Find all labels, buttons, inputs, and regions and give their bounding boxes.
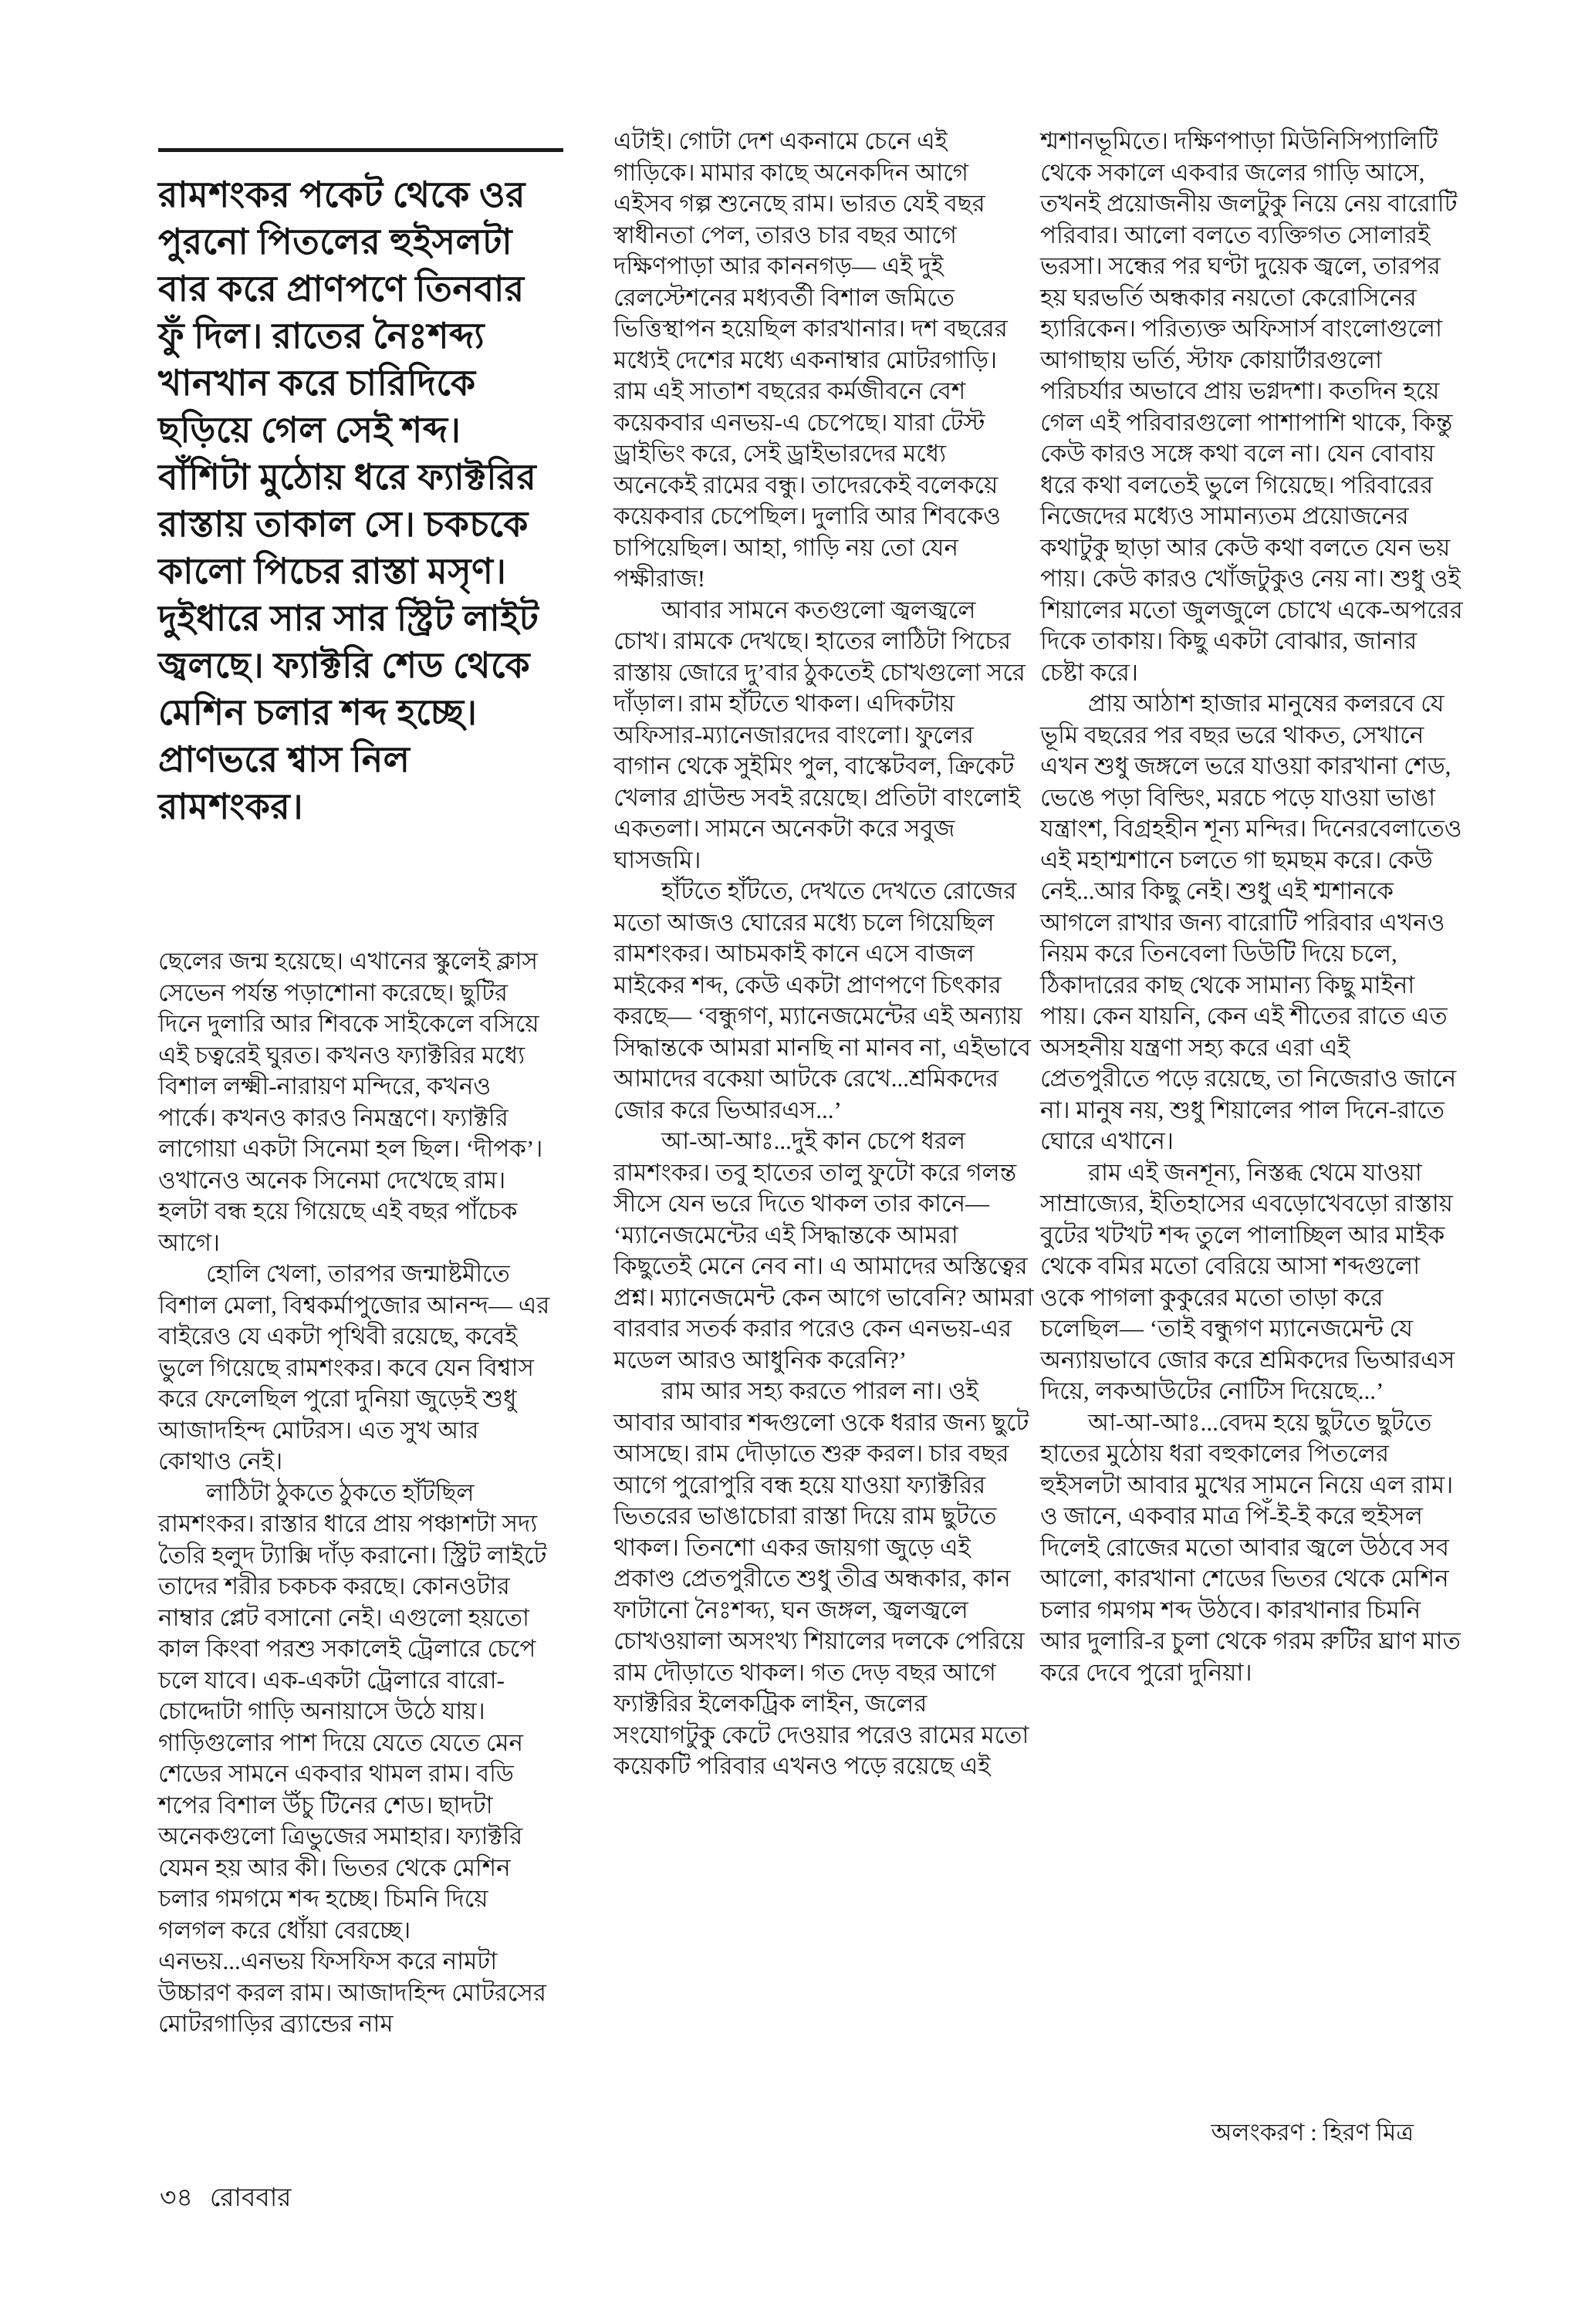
story-paragraph: আ-আ-আঃ...বেদম হয়ে ছুটতে ছুটতে হাতের মুঠোয় ধরা বহুকালের পিতলের হুইসলটা আবার মুখের সামনে নিয়ে এল রাম। ও জানে, একবার মাত্র পিঁ-ই-ই করে হুইসল দিলেই রোজের মতো আবার জ্বলে উঠবে সব আলো, কারখানা শেডের ভিতর থেকে মেশিন চলার গমগম শব্দ উঠবে। কারখানার চিমনি আর দুলারি-র চুলা থেকে গরম রুটির ঘ্রাণ মাত করে দেবে পুরো দুনিয়া। [1040, 1408, 1461, 1686]
story-paragraph: শ্মশানভূমিতে। দক্ষিণপাড়া মিউনিসিপ্যালিটি থেকে সকালে একবার জলের গাড়ি আসে, তখনই প্রয়োজনীয় জলটুকু নিয়ে নেয় বারোটি পরিবার। আলো বলতে ব্যক্তিগত সোলারই ভরসা। সন্ধের পর ঘণ্টা দুয়েক জ্বলে, তারপর হয় ঘরভর্তি অন্ধকার নয়তো কেরোসিনের হ্যারিকেন। পরিত্যক্ত অফিসার্স বাংলোগুলো আগাছায় ভর্তি, স্টাফ কোয়ার্টারগুলো পরিচর্যার অভাবে প্রায় ভগ্নদশা। কতদিন হয়ে গেল এই পরিবারগুলো পাশাপাশি থাকে, কিন্তু কেউ কারও সঙ্গে কথা বলে না। যেন বোবায় ধরে কথা বলতেই ভুলে গিয়েছে। পরিবারের নিজেদের মধ্যেও সামান্যতম প্রয়োজনের কথাটুকু ছাড়া আর কেউ কথা বলতে যেন ভয় পায়। কেউ কারও খোঁজটুকুও নেয় না। শুধু ওই শিয়ালের মতো জুলজুলে চোখে একে-অপরের দিকে তাকায়। কিছু একটা বোঝার, জানার চেষ্টা করে। [1040, 127, 1463, 686]
story-paragraph: রাম আর সহ্য করতে পারল না। ওই আবার আবার শব্দগুলো ওকে ধরার জন্য ছুটে আসছে। রাম দৌড়াতে শুরু করল। চার বছর আগে পুরোপুরি বন্ধ হয়ে যাওয়া ফ্যাক্টরির ভিতরের ভাঙাচোরা রাস্তা দিয়ে রাম ছুটতে থাকল। তিনশো একর জায়গা জুড়ে এই প্রকাণ্ড প্রেতপুরীতে শুধু তীব্র অন্ধকার, কান ফাটানো নৈঃশব্দ্য, ঘন জঙ্গল, জ্বলজ্বলে চোখওয়ালা অসংখ্য শিয়ালের দলকে পেরিয়ে রাম দৌড়াতে থাকল। গত দেড় বছর আগে ফ্যাক্টরির ইলেকট্রিক লাইন, জলের সংযোগটুকু কেটে দেওয়ার পরেও রামের মতো কয়েকটি পরিবার এখনও পড়ে রয়েছে এই [613, 1377, 1029, 1779]
text-column-3 [1040, 126, 1463, 1688]
story-paragraph: প্রায় আঠাশ হাজার মানুষের কলরবে যে ভূমি বছরের পর বছর ভরে থাকত, সেখানে এখন শুধু জঙ্গলে ভরে যাওয়া কারখানা শেড, ভেঙে পড়া বিল্ডিং, মরচে পড়ে যাওয়া ভাঙা যন্ত্রাংশ, বিগ্রহহীন শূন্য মন্দির। দিনেরবেলাতেও এই মহাশ্মশানে চলতে গা ছমছম করে। কেউ নেই...আর কিছু নেই। শুধু এই শ্মশানকে আগলে রাখার জন্য বারোটি পরিবার এখনও নিয়ম করে তিনবেলা ডিউটি দিয়ে চলে, ঠিকাদারের কাছ থেকে সামান্য কিছু মাইনা পায়। কেন যায়নি, কেন এই শীতের রাতে এত অসহনীয় যন্ত্রণা সহ্য করে এরা এই প্রেতপুরীতে পড়ে রয়েছে, তা নিজেরাও জানে না। মানুষ নয়, শুধু শিয়ালের পাল দিনে-রাতে ঘোরে এখানে। [1040, 690, 1462, 1154]
story-paragraph: ছেলের জন্ম হয়েছে। এখানের স্কুলেই ক্লাস সেভেন পর্যন্ত পড়াশোনা করেছে। ছুটির দিনে দুলারি আর শিবকে সাইকেলে বসিয়ে এই চত্বরেই ঘুরত। কখনও ফ্যাক্টরির মধ্যে বিশাল লক্ষ্মী-নারায়ণ মন্দিরে, কখনও পার্কে। কখনও কারও নিমন্ত্রণে। ফ্যাক্টরি লাগোয়া একটা সিনেমা হল ছিল। ‘দীপক’। ওখানেও অনেক সিনেমা দেখেছে রাম। হলটা বন্ধ হয়ে গিয়েছে এই বছর পাঁচেক আগে। [158, 948, 543, 1256]
story-paragraph: হোলি খেলা, তারপর জন্মাষ্টমীতে বিশাল মেলা, বিশ্বকর্মাপুজোর আনন্দ— এর বাইরেও যে একটা পৃথিবী রয়েছে, কবেই ভুলে গিয়েছে রামশংকর। কবে যেন বিশ্বাস করে ফেলেছিল পুরো দুনিয়া জুড়েই শুধু আজাদহিন্দ মোটরস। এত সুখ আর কোথাও নেই। [158, 1260, 550, 1474]
magazine-title: রোববার [209, 2184, 292, 2212]
page-number: ৩৪ [160, 2184, 193, 2212]
illustration-credit: অলংকরণ : হিরণ মিত্র [1211, 2119, 1414, 2146]
text-column-2 [613, 126, 1034, 1782]
page-footer [160, 2177, 291, 2221]
section-rule-divider [158, 148, 563, 152]
story-paragraph: আবার সামনে কতগুলো জ্বলজ্বলে চোখ। রামকে দেখছে। হাতের লাঠিটা পিচের রাস্তায় জোরে দু’বার ঠুকতেই চোখগুলো সরে দাঁড়াল। রাম হাঁটতে থাকল। এদিকটায় অফিসার-ম্যানেজারদের বাংলো। ফুলের বাগান থেকে সুইমিং পুল, বাস্কেটবল, ক্রিকেট খেলার গ্রাউন্ড সবই রয়েছে। প্রতিটা বাংলোই একতলা। সামনে অনেকটা করে সবুজ ঘাসজমি। [613, 596, 1026, 873]
story-paragraph: এটাই। গোটা দেশ একনামে চেনে এই গাড়িকে। মামার কাছে অনেকদিন আগে এইসব গল্প শুনেছে রাম। ভারত যেই বছর স্বাধীনতা পেল, তারও চার বছর আগে দক্ষিণপাড়া আর কাননগড়— এই দুই রেলস্টেশনের মধ্যবর্তী বিশাল জমিতে ভিত্তিস্থাপন হয়েছিল কারখানার। দশ বছরের মধ্যেই দেশের মধ্যে একনাম্বার মোটরগাড়ি। রাম এই সাতাশ বছরের কর্মজীবনে বেশ কয়েকবার এনভয়-এ চেপেছে। যারা টেস্ট ড্রাইভিং করে, সেই ড্রাইভারদের মধ্যে অনেকেই রামের বন্ধু। তাদেরকেই বলেকয়ে কয়েকবার চেপেছিল। দুলারি আর শিবকেও চাপিয়েছিল। আহা, গাড়ি নয় তো যেন পক্ষীরাজ! [613, 127, 1008, 592]
text-column-1 [158, 946, 553, 2040]
story-paragraph: হাঁটতে হাঁটতে, দেখতে দেখতে রোজের মতো আজও ঘোরের মধ্যে চলে গিয়েছিল রামশংকর। আচমকাই কানে এসে বাজল মাইকের শব্দ, কেউ একটা প্রাণপণে চিৎকার করছে— ‘বন্ধুগণ, ম্যানেজমেন্টের এই অন্যায় সিদ্ধান্তকে আমরা মানছি না মানব না, এইভাবে আমাদের বকেয়া আটকে রেখে...শ্রমিকদের জোর করে ভিআরএস...’ [613, 877, 1032, 1123]
story-paragraph: আ-আ-আঃ...দুই কান চেপে ধরল রামশংকর। তবু হাতের তালু ফুটো করে গলন্ত সীসে যেন ভরে দিতে থাকল তার কানে— ‘ম্যানেজমেন্টের এই সিদ্ধান্তকে আমরা কিছুতেই মেনে নেব না। এ আমাদের অস্তিত্বের প্রশ্ন। ম্যানেজমেন্ট কেন আগে ভাবেনি? আমরা বারবার সতর্ক করার পরেও কেন এনভয়-এর মডেল আরও আধুনিক করেনি?’ [613, 1127, 1034, 1373]
story-paragraph: লাঠিটা ঠুকতে ঠুকতে হাঁটছিল রামশংকর। রাস্তার ধারে প্রায় পঞ্চাশটা সদ্য তৈরি হলুদ ট্যাক্সি দাঁড় করানো। স্ট্রিট লাইটে তাদের শরীর চকচক করছে। কোনওটার নাম্বার প্লেট বসানো নেই। এগুলো হয়তো কাল কিংবা পরশু সকালেই ট্রেলারে চেপে চলে যাবে। এক-একটা ট্রেলারে বারো-চোদ্দোটা গাড়ি অনায়াসে উঠে যায়। গাড়িগুলোর পাশ দিয়ে যেতে যেতে মেন শেডের সামনে একবার থামল রাম। বডি শপের বিশাল উঁচু টিনের শেড। ছাদটা অনেকগুলো ত্রিভুজের সমাহার। ফ্যাক্টরি যেমন হয় আর কী। ভিতর থেকে মেশিন চলার গমগমে শব্দ হচ্ছে। চিমনি দিয়ে গলগল করে ধোঁয়া বেরচ্ছে। এনভয়...এনভয় ফিসফিস করে নামটা উচ্চারণ করল রাম। আজাদহিন্দ মোটরসের মোটরগাড়ির ব্র্যান্ডের নাম [158, 1478, 547, 2037]
story-lede: রামশংকর পকেট থেকে ওর পুরনো পিতলের হুইসলটা বার করে প্রাণপণে তিনবার ফুঁ দিল। রাতের নৈঃশব্দ্য খানখান করে চারিদিকে ছড়িয়ে গেল সেই শব্দ। বাঁশিটা মুঠোয় ধরে ফ্যাক্টরির রাস্তায় তাকাল সে। চকচকে কালো পিচের রাস্তা মসৃণ। দুইধারে সার সার স্ট্রিট লাইট জ্বলছে। ফ্যাক্টরি শেড থেকে মেশিন চলার শব্দ হচ্ছে। প্রাণভরে শ্বাস নিল রামশংকর। [158, 175, 539, 826]
story-paragraph: রাম এই জনশূন্য, নিস্তব্ধ থেমে যাওয়া সাম্রাজ্যের, ইতিহাসের এবড়োখেবড়ো রাস্তায় বুটের খটখট শব্দ তুলে পালাচ্ছিল আর মাইক থেকে বমির মতো বেরিয়ে আসা শব্দগুলো ওকে পাগলা কুকুরের মতো তাড়া করে চলেছিল— ‘তাই বন্ধুগণ ম্যানেজমেন্ট যে অন্যায়ভাবে জোর করে শ্রমিকদের ভিআরএস দিয়ে, লকআউটের নোটিস দিয়েছে...’ [1040, 1158, 1455, 1404]
